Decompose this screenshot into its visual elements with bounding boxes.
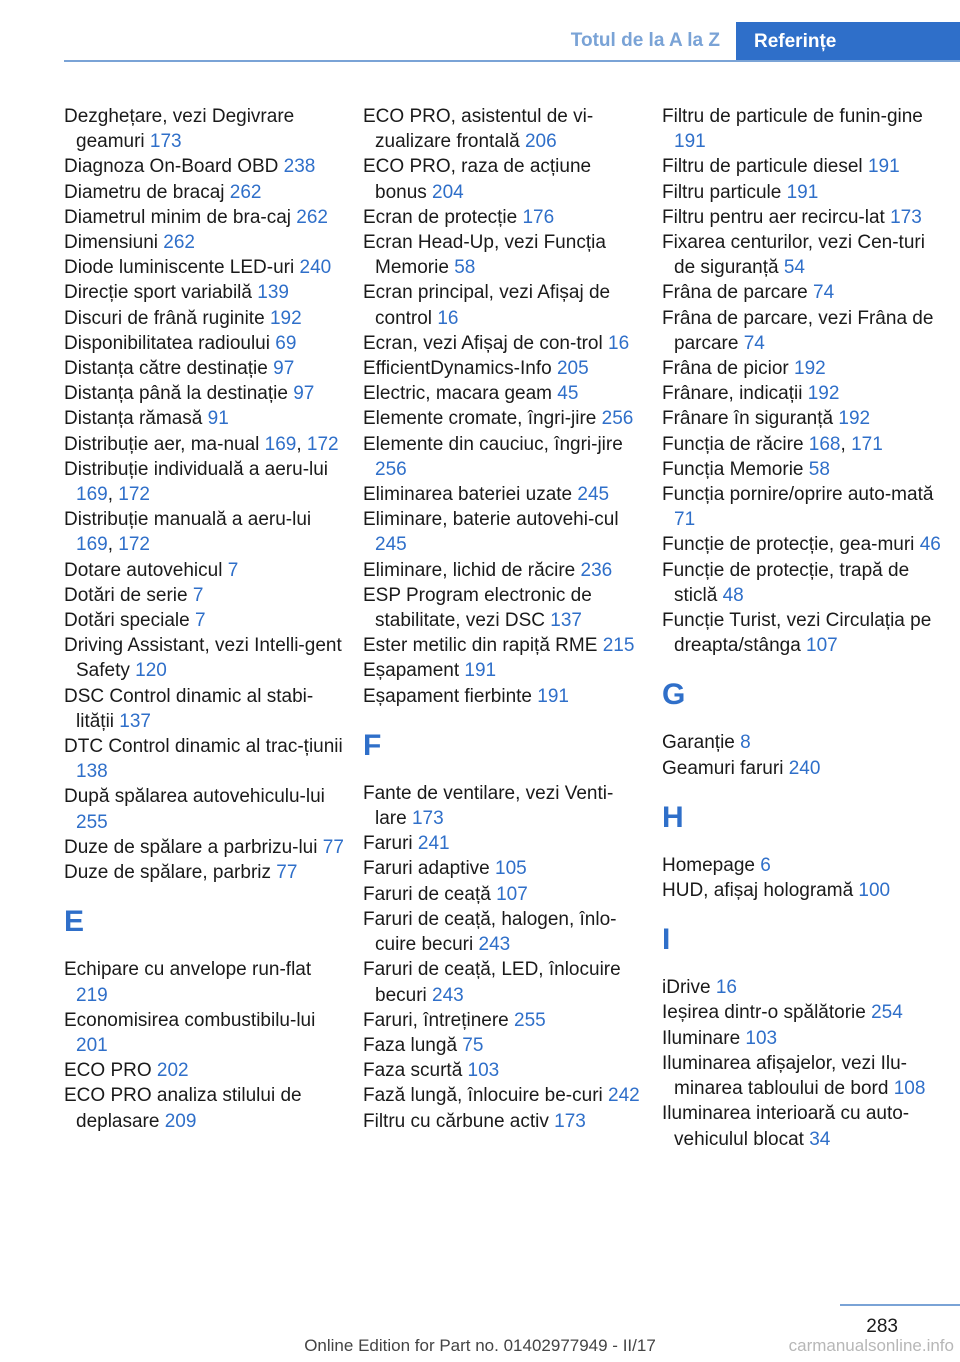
index-entry bbox=[64, 957, 344, 1007]
index-entry bbox=[64, 205, 344, 230]
index-entry bbox=[662, 381, 942, 406]
page-reference-link[interactable]: 168 bbox=[808, 433, 841, 455]
index-term: Dezghețare, vezi Degivrare geamuri bbox=[64, 106, 295, 153]
index-entry bbox=[363, 831, 643, 856]
index-letter-heading: E bbox=[64, 905, 85, 939]
page-reference-link[interactable]: 173 bbox=[554, 1110, 586, 1132]
index-term: Homepage bbox=[662, 854, 761, 876]
index-term: Discuri de frână ruginite bbox=[64, 307, 270, 329]
index-term: Disponibilitatea radioului bbox=[64, 332, 276, 354]
page-reference-link[interactable]: 238 bbox=[283, 156, 316, 178]
page-reference-link[interactable]: 202 bbox=[156, 1060, 189, 1082]
index-entry bbox=[64, 406, 344, 431]
index-entry bbox=[662, 853, 942, 878]
page-reference-link[interactable]: 209 bbox=[164, 1110, 197, 1132]
index-term: Diametru de bracaj bbox=[64, 181, 230, 203]
index-entry bbox=[363, 957, 643, 1007]
index-entry bbox=[662, 104, 942, 154]
index-term: Eșapament bbox=[363, 660, 465, 682]
index-entry bbox=[662, 1101, 942, 1151]
page-reference-link[interactable]: 105 bbox=[495, 858, 527, 880]
index-entry bbox=[363, 230, 643, 280]
index-entry bbox=[363, 1008, 643, 1033]
index-term: Eliminare, baterie autovehi-cul bbox=[363, 509, 619, 531]
index-entry bbox=[662, 558, 942, 608]
index-entry bbox=[64, 104, 344, 154]
chapter-tab-label: Referințe bbox=[754, 31, 837, 52]
page-reference-link[interactable]: 191 bbox=[867, 156, 900, 178]
index-term: Diametrul minim de bra-caj bbox=[64, 206, 297, 228]
page-reference-link[interactable]: 108 bbox=[893, 1078, 926, 1100]
index-entry bbox=[662, 154, 942, 179]
index-entry bbox=[64, 608, 344, 633]
page-reference-link[interactable]: 77 bbox=[322, 836, 344, 858]
index-entry bbox=[363, 658, 643, 683]
index-term: Fază lungă, înlocuire be-curi bbox=[363, 1085, 609, 1107]
page-reference-link[interactable]: 97 bbox=[273, 358, 295, 380]
index-term: ECO PRO bbox=[64, 1060, 157, 1082]
page-reference-link[interactable]: 16 bbox=[437, 307, 459, 329]
page-reference-link[interactable]: 139 bbox=[257, 282, 289, 304]
index-entry bbox=[363, 104, 643, 154]
index-term: Elemente cromate, îngri-jire bbox=[363, 408, 602, 430]
index-letter-heading: H bbox=[662, 800, 684, 834]
index-entry bbox=[363, 1058, 643, 1083]
page-reference-link[interactable]: 191 bbox=[464, 660, 497, 682]
index-entry bbox=[64, 180, 344, 205]
index-term: Direcție sport variabilă bbox=[64, 282, 258, 304]
index-entry bbox=[363, 1083, 643, 1108]
page-reference-link[interactable]: 100 bbox=[858, 880, 891, 902]
index-term: Funcția Memorie bbox=[662, 458, 809, 480]
index-term: Iluminare bbox=[662, 1027, 746, 1049]
index-entry bbox=[662, 1000, 942, 1025]
page-reference-link[interactable]: 241 bbox=[417, 833, 450, 855]
index-entry bbox=[363, 907, 643, 957]
index-entry bbox=[363, 856, 643, 881]
index-entry bbox=[64, 860, 344, 885]
page-reference-link[interactable]: 74 bbox=[743, 332, 765, 354]
page-reference-link[interactable]: 103 bbox=[745, 1027, 778, 1049]
page-reference-link[interactable]: 137 bbox=[550, 610, 582, 632]
index-entry bbox=[64, 154, 344, 179]
page-reference-link[interactable]: 245 bbox=[375, 534, 407, 556]
index-term: DTC Control dinamic al trac-țiunii bbox=[64, 736, 343, 758]
index-entry bbox=[64, 1058, 344, 1083]
page-reference-link[interactable]: 191 bbox=[674, 131, 706, 153]
index-entry bbox=[64, 558, 344, 583]
page-reference-link[interactable]: 107 bbox=[806, 635, 838, 657]
index-entry bbox=[64, 306, 344, 331]
page-reference-link[interactable]: 219 bbox=[76, 984, 108, 1006]
index-term: Faruri adaptive bbox=[363, 858, 496, 880]
page-reference-link[interactable]: 256 bbox=[375, 458, 407, 480]
index-entry: Funcția de răcire 168, 171 bbox=[662, 433, 883, 455]
page-reference-link[interactable]: 206 bbox=[524, 131, 557, 153]
chapter-tab bbox=[736, 22, 960, 62]
page-reference-link[interactable]: 46 bbox=[919, 534, 941, 556]
index-term: Frânare în siguranță bbox=[662, 408, 839, 430]
page-reference-link[interactable]: 245 bbox=[577, 484, 610, 506]
index-term: Faruri de ceață, LED, înlocuire becuri bbox=[363, 959, 621, 1006]
index-term: Distribuție manuală a aeru-lui bbox=[64, 509, 312, 531]
page-reference-link[interactable]: 255 bbox=[76, 811, 108, 833]
page-reference-link[interactable]: 69 bbox=[275, 332, 297, 354]
index-entry bbox=[363, 583, 643, 633]
index-term: Ecran principal, vezi Afișaj de control bbox=[363, 282, 611, 329]
index-term: Distanța către destinație bbox=[64, 358, 274, 380]
page-reference-link[interactable]: 169 bbox=[76, 484, 108, 506]
page-reference-link[interactable]: 91 bbox=[207, 408, 229, 430]
index-entry bbox=[662, 756, 942, 781]
index-term: Electric, macara geam bbox=[363, 383, 558, 405]
index-term: Eliminarea bateriei uzate bbox=[363, 484, 578, 506]
index-entry: Distribuție aer, ma-nual 169, 172 bbox=[64, 433, 339, 455]
index-entry bbox=[64, 734, 344, 784]
index-entry bbox=[662, 180, 942, 205]
index-entry bbox=[662, 1026, 942, 1051]
index-entry bbox=[662, 482, 942, 532]
page-reference-link[interactable]: 7 bbox=[227, 559, 239, 581]
index-term: Garanție bbox=[662, 732, 741, 754]
index-term: Funcție Turist, vezi Circulația pe dreapta/stânga bbox=[662, 610, 932, 657]
page-reference-link[interactable]: 16 bbox=[608, 332, 630, 354]
index-entry bbox=[662, 608, 942, 658]
index-letter-heading: F bbox=[363, 728, 382, 762]
page-reference-link[interactable]: 173 bbox=[149, 131, 182, 153]
page-reference-link[interactable]: 176 bbox=[522, 206, 555, 228]
index-term: Frânare, indicații bbox=[662, 383, 808, 405]
page-header bbox=[0, 0, 960, 62]
index-term: Ecran de protecție bbox=[363, 206, 523, 228]
index-entry bbox=[662, 878, 942, 903]
index-term: Duze de spălare a parbrizu-lui bbox=[64, 836, 323, 858]
index-term: Distanța rămasă bbox=[64, 408, 208, 430]
index-entry bbox=[662, 406, 942, 431]
index-term: Funcția de răcire bbox=[662, 433, 809, 455]
index-term: Faruri de ceață, halogen, înlo-cuire becuri bbox=[363, 908, 617, 956]
index-term: EfficientDynamics-Info bbox=[363, 358, 557, 380]
index-term: Duze de spălare, parbriz bbox=[64, 862, 277, 884]
index-term: Ester metilic din rapiță RME bbox=[363, 635, 603, 657]
index-term: Faruri de ceață bbox=[363, 883, 497, 905]
page-reference-link[interactable]: 71 bbox=[674, 509, 696, 531]
page-reference-link[interactable]: 97 bbox=[293, 383, 315, 405]
index-term: Faza lungă bbox=[363, 1034, 463, 1056]
page-reference-link[interactable]: 103 bbox=[467, 1060, 500, 1082]
index-entry bbox=[64, 1008, 344, 1058]
page-reference-link[interactable]: 16 bbox=[715, 977, 737, 999]
index-term: Geamuri faruri bbox=[662, 757, 789, 779]
index-entry bbox=[363, 781, 643, 831]
page-reference-link[interactable]: 138 bbox=[76, 761, 108, 783]
section-breadcrumb: Totul de la A la Z bbox=[570, 30, 720, 51]
index-term: Funcția pornire/oprire auto-mată bbox=[662, 484, 934, 506]
index-entry bbox=[363, 1109, 643, 1134]
index-entry bbox=[64, 633, 344, 683]
page-reference-link[interactable]: 169 bbox=[264, 433, 297, 455]
page-reference-link[interactable]: 58 bbox=[454, 257, 476, 279]
index-entry bbox=[64, 381, 344, 406]
page-reference-link[interactable]: 172 bbox=[118, 484, 150, 506]
page-reference-link[interactable]: 254 bbox=[871, 1002, 903, 1024]
index-term: Faruri bbox=[363, 833, 418, 855]
index-term: ECO PRO, asistentul de vi-zualizare frontală bbox=[363, 106, 594, 153]
page-reference-link[interactable]: 256 bbox=[601, 408, 634, 430]
index-term: Diagnoza On-Board OBD bbox=[64, 156, 284, 178]
index-term: Distribuție aer, ma-nual bbox=[64, 433, 265, 455]
page-reference-link[interactable]: 192 bbox=[838, 408, 871, 430]
footer-rule bbox=[840, 1304, 960, 1306]
index-entry bbox=[662, 280, 942, 305]
page-reference-link[interactable]: 173 bbox=[411, 808, 444, 830]
page-reference-link[interactable]: 58 bbox=[808, 458, 830, 480]
index-entry bbox=[64, 280, 344, 305]
index-term: Iluminarea afișajelor, vezi Ilu-minarea tabloului de bord bbox=[662, 1052, 907, 1100]
index-term: Eșapament fierbinte bbox=[363, 685, 538, 707]
page-reference-link[interactable]: 191 bbox=[537, 685, 569, 707]
index-term: Driving Assistant, vezi Intelli-gent Safety bbox=[64, 635, 342, 682]
index-term: Iluminarea interioară cu auto-vehiculul blocat bbox=[662, 1103, 910, 1150]
index-term: Elemente din cauciuc, îngri-jire bbox=[363, 433, 623, 455]
index-entry bbox=[363, 558, 643, 583]
page-number: 283 bbox=[866, 1316, 898, 1337]
index-entry bbox=[662, 356, 942, 381]
index-entry bbox=[363, 381, 643, 406]
index-entry: Distribuție individuală a aeru-lui 169, 172 bbox=[64, 458, 329, 506]
index-entry bbox=[363, 633, 643, 658]
page-reference-link[interactable]: 172 bbox=[118, 534, 150, 556]
index-entry bbox=[64, 230, 344, 255]
index-entry bbox=[363, 331, 643, 356]
index-entry bbox=[363, 154, 643, 204]
index-term: Filtru de particule de funin-gine bbox=[662, 106, 923, 127]
index-entry bbox=[64, 835, 344, 860]
index-column-3 bbox=[662, 104, 942, 1152]
index-term: Distanța până la destinație bbox=[64, 383, 294, 405]
page-reference-link[interactable]: 173 bbox=[890, 206, 922, 228]
index-term: ECO PRO analiza stilului de deplasare bbox=[64, 1085, 302, 1132]
index-term: Funcție de protecție, trapă de sticlă bbox=[662, 559, 910, 606]
page-reference-link[interactable]: 7 bbox=[192, 584, 204, 606]
index-term: Eliminare, lichid de răcire bbox=[363, 559, 581, 581]
page-reference-link[interactable]: 204 bbox=[432, 181, 464, 203]
page-reference-link[interactable]: 34 bbox=[809, 1128, 831, 1150]
edition-footer: Online Edition for Part no. 01402977949 - II/17 bbox=[304, 1336, 656, 1355]
index-term: Filtru cu cărbune activ bbox=[363, 1110, 555, 1132]
index-term: iDrive bbox=[662, 977, 716, 999]
index-entry bbox=[662, 457, 942, 482]
index-term: Faza scurtă bbox=[363, 1060, 468, 1082]
index-term: Distribuție individuală a aeru-lui bbox=[64, 458, 329, 480]
index-term: După spălarea autovehiculu-lui bbox=[64, 786, 325, 808]
page-reference-link[interactable]: 192 bbox=[269, 307, 302, 329]
index-term: Filtru particule bbox=[662, 181, 787, 203]
index-term: Diode luminiscente LED-uri bbox=[64, 257, 300, 279]
index-term: ESP Program electronic de stabilitate, vezi DSC bbox=[363, 584, 592, 632]
index-term: HUD, afișaj hologramă bbox=[662, 880, 859, 902]
index-entry bbox=[662, 532, 942, 557]
page-reference-link[interactable]: 192 bbox=[794, 358, 826, 380]
page-reference-link[interactable]: 201 bbox=[76, 1034, 108, 1056]
index-term: Dimensiuni bbox=[64, 232, 164, 254]
index-entry bbox=[363, 280, 643, 330]
index-term: Ecran, vezi Afișaj de con-trol bbox=[363, 332, 608, 354]
page-reference-link[interactable]: 205 bbox=[556, 358, 589, 380]
watermark: carmanualsonline.info bbox=[788, 1336, 954, 1355]
page-reference-link[interactable]: 169 bbox=[76, 534, 108, 556]
index-entry bbox=[662, 205, 942, 230]
index-entry bbox=[662, 230, 942, 280]
index-entry bbox=[363, 205, 643, 230]
index-term: Fante de ventilare, vezi Venti-lare bbox=[363, 782, 614, 830]
page-reference-link[interactable]: 45 bbox=[557, 383, 579, 405]
index-term: Frâna de parcare, vezi Frâna de parcare bbox=[662, 307, 934, 354]
index-entry bbox=[662, 1051, 942, 1101]
page-reference-link[interactable]: 120 bbox=[135, 660, 167, 682]
index-entry bbox=[64, 255, 344, 280]
index-term: Dotări de serie bbox=[64, 584, 193, 606]
page-reference-link[interactable]: 191 bbox=[786, 181, 819, 203]
index-entry bbox=[662, 975, 942, 1000]
page-reference-link[interactable]: 137 bbox=[119, 710, 151, 732]
index-term: Echipare cu anvelope run-flat bbox=[64, 959, 312, 981]
index-entry bbox=[363, 1033, 643, 1058]
index-term: Faruri, întreținere bbox=[363, 1009, 514, 1031]
index-entry bbox=[363, 684, 643, 709]
index-letter-heading: I bbox=[662, 923, 671, 957]
index-entry bbox=[363, 482, 643, 507]
page-reference-link[interactable]: 243 bbox=[432, 984, 464, 1006]
page-reference-link[interactable]: 74 bbox=[813, 282, 835, 304]
index-entry: Distribuție manuală a aeru-lui 169, 172 bbox=[64, 509, 312, 556]
page-reference-link[interactable]: 236 bbox=[580, 559, 613, 581]
page-reference-link[interactable]: 171 bbox=[851, 433, 883, 455]
index-entry bbox=[64, 1083, 344, 1133]
index-term: Funcție de protecție, gea-muri bbox=[662, 534, 920, 556]
index-term: Dotări speciale bbox=[64, 610, 195, 632]
page-reference-link[interactable]: 215 bbox=[602, 635, 635, 657]
page-reference-link[interactable]: 262 bbox=[229, 181, 262, 203]
page-reference-link[interactable]: 54 bbox=[783, 257, 805, 279]
index-entry bbox=[662, 306, 942, 356]
index-entry bbox=[363, 406, 643, 431]
page-reference-link[interactable]: 172 bbox=[306, 433, 339, 455]
index-term: ECO PRO, raza de acțiune bonus bbox=[363, 156, 592, 203]
index-term: Dotare autovehicul bbox=[64, 559, 228, 581]
page-reference-link[interactable]: 7 bbox=[194, 610, 206, 632]
page-reference-link[interactable]: 242 bbox=[608, 1085, 640, 1107]
index-column-1 bbox=[64, 104, 344, 1134]
index-entry bbox=[64, 684, 344, 734]
page-reference-link[interactable]: 6 bbox=[760, 854, 771, 876]
index-entry bbox=[64, 331, 344, 356]
index-entry bbox=[363, 882, 643, 907]
page-reference-link[interactable]: 262 bbox=[163, 232, 195, 254]
index-term: Filtru de particule diesel bbox=[662, 156, 868, 178]
page-reference-link[interactable]: 8 bbox=[740, 732, 751, 754]
index-entry bbox=[662, 730, 942, 755]
index-term: Frâna de parcare bbox=[662, 282, 814, 304]
header-rule bbox=[64, 60, 960, 62]
page-reference-link[interactable]: 240 bbox=[299, 257, 332, 279]
page-reference-link[interactable]: 107 bbox=[496, 883, 528, 905]
index-term: Ieșirea dintr-o spălătorie bbox=[662, 1002, 872, 1024]
page-reference-link[interactable]: 255 bbox=[514, 1009, 546, 1031]
index-entry bbox=[363, 356, 643, 381]
index-term: Filtru pentru aer recircu-lat bbox=[662, 206, 891, 228]
index-entry bbox=[363, 507, 643, 557]
index-column-2 bbox=[363, 104, 643, 1134]
page-reference-link[interactable]: 262 bbox=[296, 206, 328, 228]
page-reference-link[interactable]: 48 bbox=[722, 584, 744, 606]
index-entry bbox=[363, 432, 643, 482]
index-term: Fixarea centurilor, vezi Cen-turi de siguranță bbox=[662, 232, 925, 279]
page-reference-link[interactable]: 243 bbox=[478, 934, 511, 956]
index-term: DSC Control dinamic al stabi-lității bbox=[64, 685, 314, 732]
index-term: Ecran Head-Up, vezi Funcția Memorie bbox=[363, 232, 606, 279]
page-reference-link[interactable]: 77 bbox=[276, 862, 298, 884]
index-letter-heading: G bbox=[662, 678, 686, 712]
index-term: Economisirea combustibilu-lui bbox=[64, 1009, 316, 1031]
page-reference-link[interactable]: 240 bbox=[788, 757, 821, 779]
index-entry bbox=[64, 583, 344, 608]
index-entry bbox=[64, 784, 344, 834]
index-term: Frâna de picior bbox=[662, 358, 795, 380]
page-reference-link[interactable]: 75 bbox=[462, 1034, 484, 1056]
page-reference-link[interactable]: 192 bbox=[807, 383, 840, 405]
index-entry bbox=[64, 356, 344, 381]
